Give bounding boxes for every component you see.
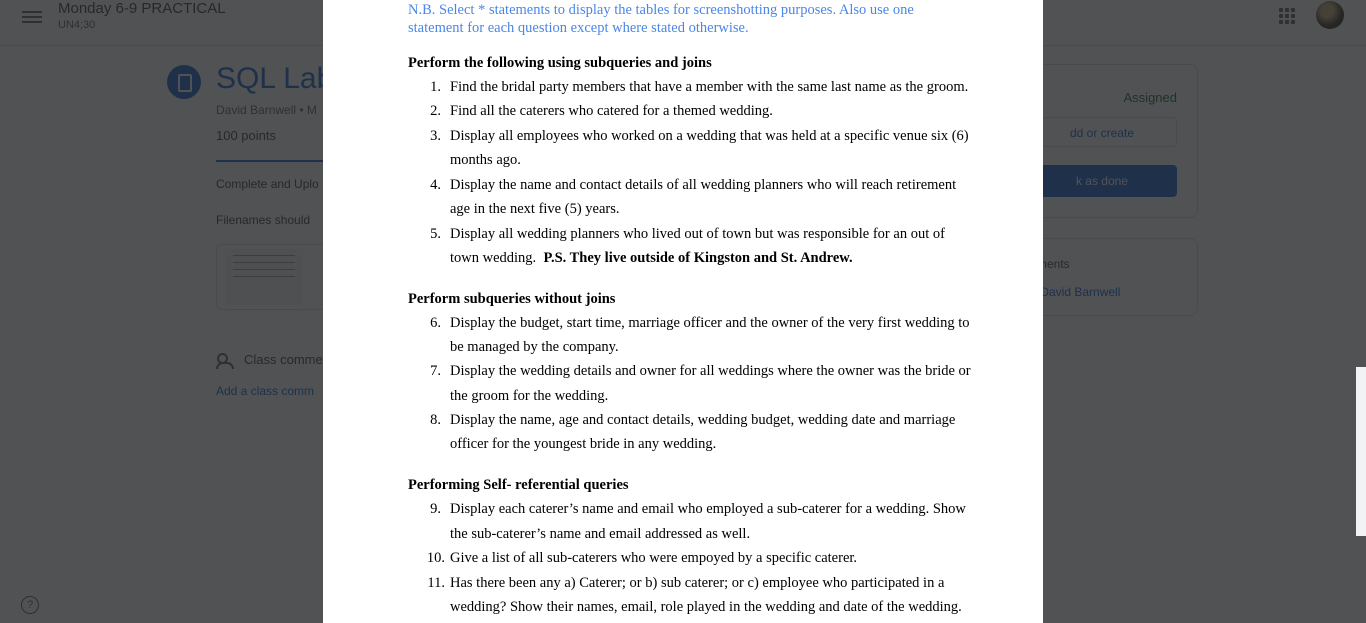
question-text xyxy=(450,250,853,267)
question-text: Has there been any a) Caterer; or b) sub caterer; or c) employee who participated in a xyxy=(450,575,945,591)
question-text: be managed by the company. xyxy=(450,339,619,355)
section-heading: Perform subqueries without joins xyxy=(408,291,616,307)
question-number: 8. xyxy=(430,412,441,428)
question-text: Display all wedding planners who lived out of town but was responsible for an out of xyxy=(450,226,945,242)
note-line: N.B. Select * statements to display the tables for screenshotting purposes. Also use one xyxy=(408,2,914,18)
viewer-scrollbar[interactable] xyxy=(1356,367,1366,536)
question-text: Display each caterer’s name and email who employed a sub-caterer for a wedding. Show xyxy=(450,501,966,517)
question-text: the sub-caterer’s name and email addressed as well. xyxy=(450,526,751,542)
document-page xyxy=(323,0,1043,623)
question-text: town wedding. xyxy=(450,250,537,266)
question-text: Display the name and contact details of all wedding planners who will reach retirement xyxy=(450,177,957,193)
question-text: Display the budget, start time, marriage officer and the owner of the very first wedding to xyxy=(450,315,970,331)
question-number: 9. xyxy=(430,501,441,517)
question-text: Display the wedding details and owner for all weddings where the owner was the bride or xyxy=(450,363,971,379)
question-text: officer for the youngest bride in any wedding. xyxy=(450,436,717,452)
question-number: 3. xyxy=(430,128,441,144)
question-number: 1. xyxy=(430,79,441,95)
question-text: wedding? Show their names, email, role played in the wedding and date of the wedding. xyxy=(450,599,962,615)
question-text: months ago. xyxy=(450,152,521,168)
note-line: statement for each question except where stated otherwise. xyxy=(408,20,749,36)
question-text: Display all employees who worked on a wedding that was held at a specific venue six (6) xyxy=(450,128,969,144)
question-number: 4. xyxy=(430,177,441,193)
question-number: 5. xyxy=(430,226,441,242)
section-heading: Performing Self- referential queries xyxy=(408,477,629,493)
question-number: 2. xyxy=(430,103,441,119)
question-text: Give a list of all sub-caterers who were empoyed by a specific caterer. xyxy=(450,550,858,566)
question-emphasis: P.S. They live outside of Kingston and St. Andrew. xyxy=(543,250,853,266)
question-text: the groom for the wedding. xyxy=(450,388,609,404)
question-number: 10. xyxy=(426,550,445,566)
question-text: age in the next five (5) years. xyxy=(450,201,620,217)
section-heading: Perform the following using subqueries and joins xyxy=(408,55,712,71)
question-number: 6. xyxy=(430,315,441,331)
question-text: Display the name, age and contact details, wedding budget, wedding date and marriage xyxy=(450,412,956,428)
question-text: Find the bridal party members that have a member with the same last name as the groom. xyxy=(450,79,969,95)
question-number: 7. xyxy=(430,363,441,379)
question-number: 11. xyxy=(427,575,445,591)
question-text: Find all the caterers who catered for a themed wedding. xyxy=(450,103,773,119)
